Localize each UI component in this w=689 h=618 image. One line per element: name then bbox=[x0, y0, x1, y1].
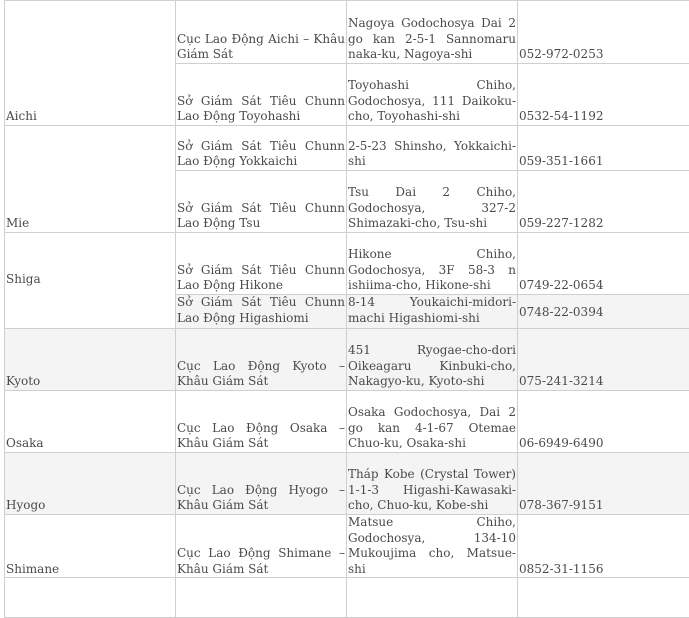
table-row bbox=[5, 515, 689, 578]
phone-cell: 0749-22-0654 bbox=[518, 233, 689, 295]
address-cell: Toyohashi Chiho, Godochosya, 111 Daikoku-cho, Toyohashi-shi bbox=[347, 64, 518, 126]
prefecture-cell bbox=[5, 578, 176, 618]
table-row bbox=[5, 126, 689, 171]
prefecture-cell: Aichi bbox=[5, 1, 176, 126]
phone-cell: 078-367-9151 bbox=[518, 453, 689, 515]
table-row bbox=[5, 233, 689, 295]
address-cell: Tsu Dai 2 Chiho, Godochosya, 327-2 Shimazaki-cho, Tsu-shi bbox=[347, 171, 518, 233]
address-cell: Osaka Godochosya, Dai 2 go kan 4-1-67 Otemae Chuo-ku, Osaka-shi bbox=[347, 391, 518, 453]
office-name-cell bbox=[176, 295, 347, 329]
address-cell: Tháp Kobe (Crystal Tower) 1-1-3 Higashi-Kawasaki-cho, Chuo-ku, Kobe-shi bbox=[347, 453, 518, 515]
phone-cell: 059-351-1661 bbox=[518, 126, 689, 171]
office-name-cell: Sở Giám Sát Tiêu Chunn Lao Động Yokkaichi bbox=[176, 126, 347, 171]
prefecture-cell: Mie bbox=[5, 126, 176, 233]
table-row bbox=[5, 1, 689, 64]
phone-cell: 075-241-3214 bbox=[518, 329, 689, 391]
table-row bbox=[5, 391, 689, 453]
address-cell: Hikone Chiho, Godochosya, 3F 58-3 n ishiima-cho, Hikone-shi bbox=[347, 233, 518, 295]
office-name-cell: Cục Lao Động Kyoto – Khâu Giám Sát bbox=[176, 329, 347, 391]
office-name-cell: Sở Giám Sát Tiêu Chunn Lao Động Toyohashi bbox=[176, 64, 347, 126]
address-cell: 451 Ryogae-cho-dori Oikeagaru Kinbuki-cho, Nakagyo-ku, Kyoto-shi bbox=[347, 329, 518, 391]
office-name-cell: Cục Lao Động Shimane – Khâu Giám Sát bbox=[176, 515, 347, 578]
address-text: 8-14 Youkaichi-midori-machi Higashiomi-shi bbox=[348, 295, 516, 325]
address-cell: Nagoya Godochosya Dai 2 go kan 2-5-1 Sannomaru naka-ku, Nagoya-shi bbox=[347, 1, 518, 64]
office-name-cell: Sở Giám Sát Tiêu Chunn Lao Động Tsu bbox=[176, 171, 347, 233]
address-cell bbox=[347, 578, 518, 618]
phone-cell: 0748-22-0394 bbox=[518, 295, 689, 329]
office-name-text: Sở Giám Sát Tiêu Chunn Lao Động Higashiomi bbox=[177, 295, 345, 325]
phone-cell bbox=[518, 578, 689, 618]
prefecture-cell: Kyoto bbox=[5, 329, 176, 391]
office-name-cell bbox=[176, 578, 347, 618]
phone-cell: 0532-54-1192 bbox=[518, 64, 689, 126]
prefecture-cell: Osaka bbox=[5, 391, 176, 453]
table-row bbox=[5, 453, 689, 515]
office-name-cell: Cục Lao Động Aichi – Khâu Giám Sát bbox=[176, 1, 347, 64]
table-row bbox=[5, 329, 689, 391]
phone-cell: 06-6949-6490 bbox=[518, 391, 689, 453]
labor-office-table bbox=[4, 0, 689, 618]
phone-cell: 0852-31-1156 bbox=[518, 515, 689, 578]
phone-cell: 059-227-1282 bbox=[518, 171, 689, 233]
address-cell bbox=[347, 295, 518, 329]
phone-cell: 052-972-0253 bbox=[518, 1, 689, 64]
office-name-cell: Cục Lao Động Osaka – Khâu Giám Sát bbox=[176, 391, 347, 453]
prefecture-cell: Hyogo bbox=[5, 453, 176, 515]
table-row bbox=[5, 578, 689, 618]
address-cell: 2-5-23 Shinsho, Yokkaichi-shi bbox=[347, 126, 518, 171]
office-name-cell: Sở Giám Sát Tiêu Chunn Lao Động Hikone bbox=[176, 233, 347, 295]
address-cell: Matsue Chiho, Godochosya, 134-10 Mukoujima cho, Matsue-shi bbox=[347, 515, 518, 578]
prefecture-cell: Shimane bbox=[5, 515, 176, 578]
office-name-cell: Cục Lao Động Hyogo – Khâu Giám Sát bbox=[176, 453, 347, 515]
prefecture-cell: Shiga bbox=[5, 233, 176, 329]
